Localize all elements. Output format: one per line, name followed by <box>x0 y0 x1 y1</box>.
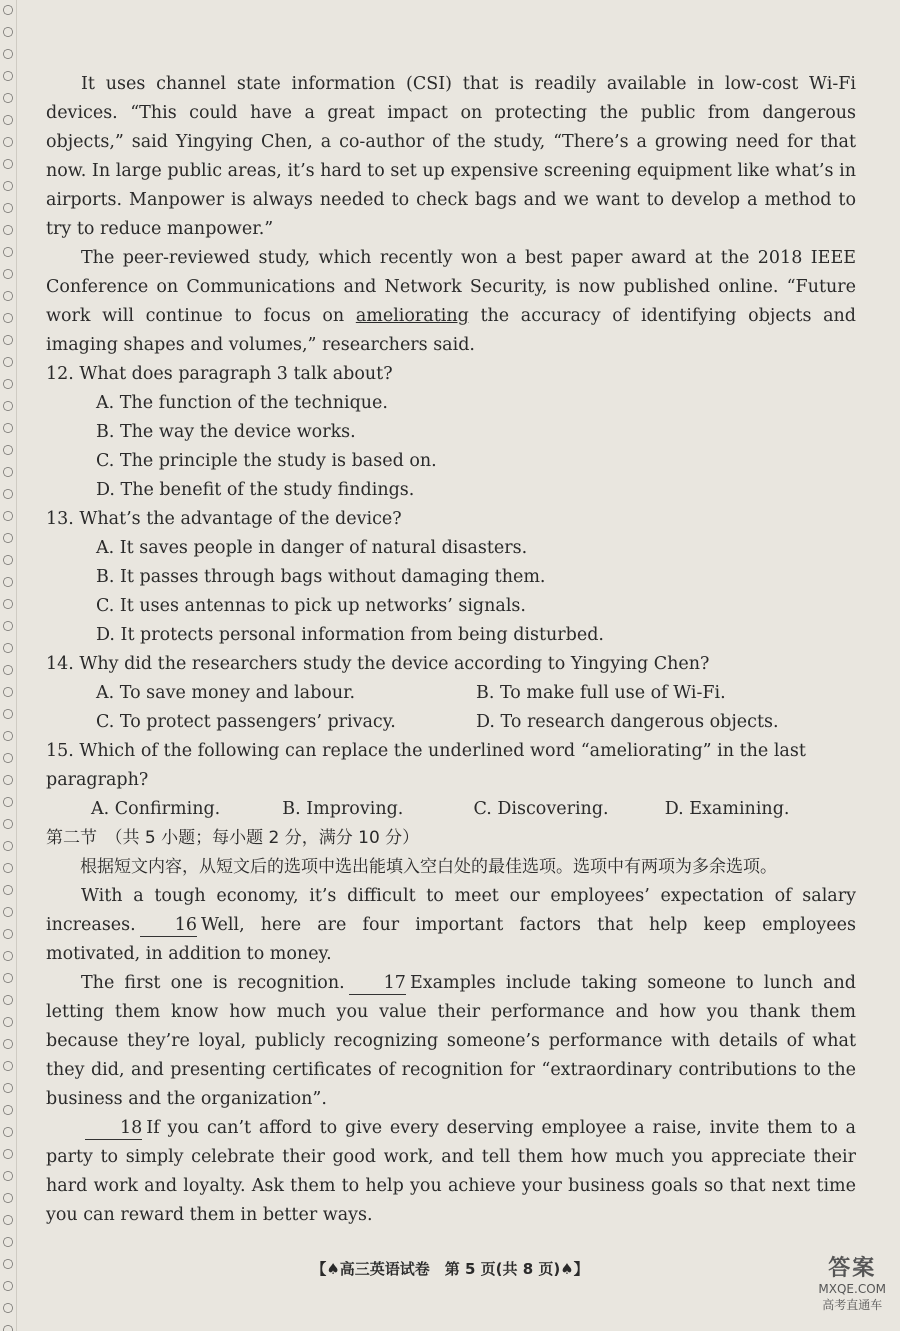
section-2-paragraph-3 <box>46 1114 856 1230</box>
blank-18[interactable]: 18 <box>85 1117 142 1140</box>
watermark-logo: 答案 <box>828 1256 877 1281</box>
passage-p2-after: the accuracy of identifying objects and imaging shapes and volumes,” researchers said. <box>46 306 856 355</box>
blank-16[interactable]: 16 <box>140 914 197 937</box>
page-footer: 【♠高三英语试卷 第 5 页(共 8 页)♠】 <box>311 1260 589 1278</box>
passage-paragraph-1: It uses channel state information (CSI) that is readily available in low-cost Wi-Fi devices. “This could have a great impact on protecting the public from dangerous objects,” said Yingying Chen, a co-author of the study, “There’s a growing need for that now. In large public areas, it’s hard to set up expensive screening equipment like what’s in airports. Manpower is always needed to check bags and we want to develop a method to try to reduce manpower.” <box>46 74 856 239</box>
question-15-options-row <box>91 795 856 824</box>
underlined-word: ameliorating <box>355 306 469 326</box>
s2-p1-after: Well, here are four important factors that help keep employees motivated, in addition to money. <box>46 915 856 964</box>
question-12-stem: 12. What does paragraph 3 talk about? <box>46 364 393 384</box>
question-12-option-d[interactable]: D. The benefit of the study findings. <box>96 480 415 500</box>
question-12-option-a[interactable]: A. The function of the technique. <box>96 393 388 413</box>
question-12-option-c[interactable]: C. The principle the study is based on. <box>96 451 437 471</box>
question-14-option-d[interactable]: D. To research dangerous objects. <box>476 712 779 732</box>
site-watermark <box>818 1251 886 1313</box>
watermark-tag: 高考直通车 <box>822 1298 883 1312</box>
s2-p1-before: With a tough economy, it’s difficult to meet our employees’ expectation of salary increases. <box>46 886 856 935</box>
section-2-paragraph-2 <box>46 969 856 1114</box>
question-13-option-b[interactable]: B. It passes through bags without damaging them. <box>96 567 546 587</box>
watermark-site: MXQE.COM <box>818 1282 886 1296</box>
question-14-option-b[interactable]: B. To make full use of Wi-Fi. <box>476 683 726 703</box>
question-14-option-a[interactable]: A. To save money and labour. <box>96 683 356 703</box>
question-13-option-a[interactable]: A. It saves people in danger of natural disasters. <box>96 538 528 558</box>
passage-paragraph-2 <box>46 244 856 360</box>
question-12-option-b[interactable]: B. The way the device works. <box>96 422 356 442</box>
passage-p2-before: The peer-reviewed study, which recently won a best paper award at the 2018 IEEE Conference on Communications and Network Security, is now published online. “Future work will continue to focus on <box>46 248 856 326</box>
blank-17[interactable]: 17 <box>349 972 406 995</box>
question-14-options-row-1 <box>96 679 856 708</box>
question-15-option-a[interactable]: A. Confirming. <box>91 799 221 819</box>
question-13-option-c[interactable]: C. It uses antennas to pick up networks’ signals. <box>96 596 526 616</box>
question-14-option-c[interactable]: C. To protect passengers’ privacy. <box>96 712 396 732</box>
section-2-instruction: 根据短文内容，从短文后的选项中选出能填入空白处的最佳选项。选项中有两项为多余选项。 <box>80 857 777 877</box>
question-15-option-b[interactable]: B. Improving. <box>282 799 404 819</box>
section-2-heading: 第二节 （共 5 小题；每小题 2 分，满分 10 分） <box>46 828 420 848</box>
question-13-stem: 13. What’s the advantage of the device? <box>46 509 402 529</box>
question-15-option-c[interactable]: C. Discovering. <box>473 799 609 819</box>
section-2-paragraph-1 <box>46 882 856 969</box>
exam-page <box>46 70 856 1230</box>
question-15-stem: 15. Which of the following can replace the underlined word “ameliorating” in the last paragraph? <box>46 741 806 790</box>
question-14-stem: 14. Why did the researchers study the device according to Yingying Chen? <box>46 654 710 674</box>
question-13-option-d[interactable]: D. It protects personal information from being disturbed. <box>96 625 604 645</box>
s2-p2-before: The first one is recognition. <box>81 973 345 993</box>
s2-p2-after: Examples include taking someone to lunch and letting them know how much you value their performance and how you thank them because they’re loyal, publicly recognizing someone’s performance with details of what they did, and presenting certificates of recognition for “extraordinary contributions to the business and the organization”. <box>46 973 856 1109</box>
binding-holes <box>0 0 17 1331</box>
question-15-option-d[interactable]: D. Examining. <box>664 799 790 819</box>
question-14-options-row-2 <box>96 708 856 737</box>
s2-p3-after: If you can’t afford to give every deserving employee a raise, invite them to a party to simply celebrate their good work, and tell them how much you appreciate their hard work and loyalty. Ask them to help you achieve your business goals so that next time you can reward them in better ways. <box>46 1118 856 1225</box>
